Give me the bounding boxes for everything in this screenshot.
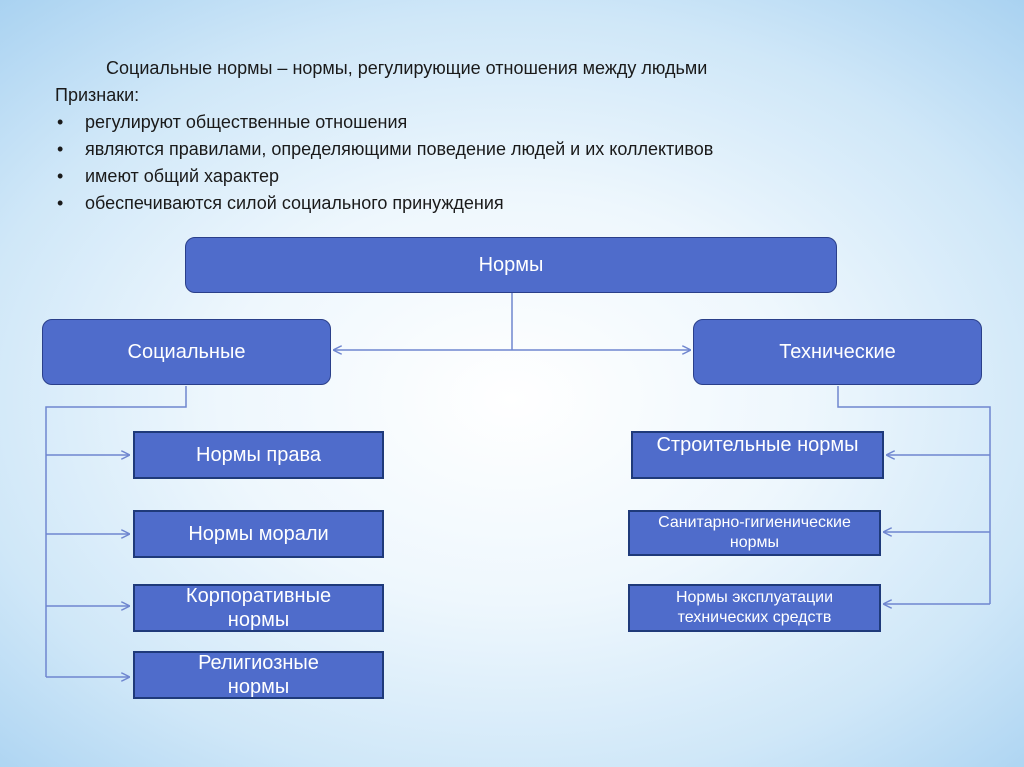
moral-norms-box <box>133 510 384 558</box>
construction-norms-label: Строительные нормы <box>656 434 859 456</box>
social-norms-box <box>42 319 331 385</box>
social-norms-definition: Социальные нормы – нормы, регулирующие отношения между людьми <box>106 58 708 78</box>
moral-norms-label: Нормы морали <box>188 523 329 545</box>
root-norms-label: Нормы <box>478 253 544 276</box>
sanitary-norms-box <box>628 510 881 556</box>
technical-trunk-line <box>838 386 990 604</box>
corporate-norms-box <box>133 584 384 632</box>
law-norms-box <box>133 431 384 479</box>
exploitation-norms-box <box>628 584 881 632</box>
religious-norms-label: Религиозные нормы <box>198 652 319 698</box>
religious-norms-box <box>133 651 384 699</box>
feature-item: • имеют общий характер <box>55 163 995 190</box>
exploitation-norms-label: Нормы эксплуатации технических средств <box>675 589 834 626</box>
social-norms-label: Социальные <box>127 340 246 363</box>
technical-norms-box <box>693 319 982 385</box>
law-norms-label: Нормы права <box>196 444 321 466</box>
sanitary-norms-label: Санитарно-гигиенические нормы <box>658 514 851 551</box>
technical-norms-label: Технические <box>779 340 896 363</box>
feature-item: • являются правилами, определяющими поведение людей и их коллективов <box>55 136 995 163</box>
features-title: Признаки: <box>55 85 140 105</box>
feature-item: • регулируют общественные отношения <box>55 109 995 136</box>
corporate-norms-label: Корпоративные нормы <box>185 585 332 631</box>
construction-norms-box <box>631 431 884 479</box>
root-norms-box <box>185 237 837 293</box>
feature-item: • обеспечиваются силой социального принуждения <box>55 190 995 217</box>
